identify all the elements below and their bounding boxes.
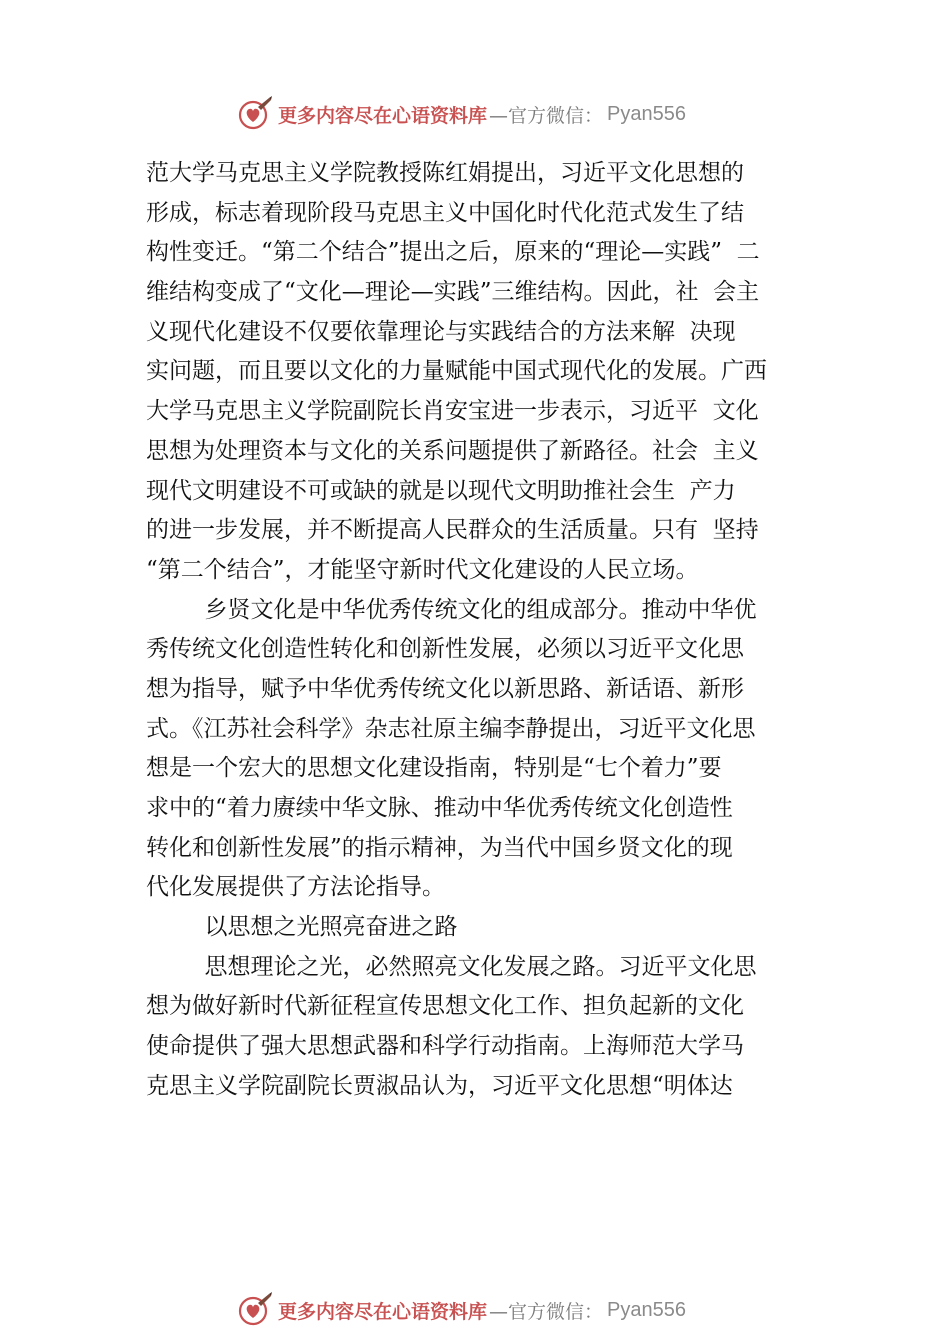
body-line: 的进一步发展，并不断提高人民群众的生活质量。只有 坚持 <box>146 517 759 544</box>
body-line: 乡贤文化是中华优秀传统文化的组成部分。推动中华优 <box>146 596 757 623</box>
body-line: 构性变迁。“第二个结合”提出之后，原来的“理论—实践” 二 <box>146 239 760 266</box>
body-line: 式。《江苏社会科学》杂志社原主编李静提出，习近平文化思 <box>146 715 756 742</box>
body-line: “第二个结合”，才能坚守新时代文化建设的人民立场。 <box>146 556 699 583</box>
body-line: 思想为处理资本与文化的关系问题提供了新路径。社会 主义 <box>146 437 759 464</box>
body-line: 实问题，而且要以文化的力量赋能中国式现代化的发展。广西 <box>146 358 767 385</box>
body-line: 想为做好新时代新征程宣传思想文化工作、担负起新的文化 <box>146 993 744 1020</box>
body-line: 秀传统文化创造性转化和创新性发展，必须以习近平文化思 <box>146 636 744 663</box>
watermark-title: 更多内容尽在心语资料库 <box>278 1300 488 1323</box>
body-line: 形成，标志着现阶段马克思主义中国化时代化范式发生了结 <box>146 199 744 226</box>
body-line: 转化和创新性发展”的指示精神，为当代中国乡贤文化的现 <box>146 834 733 861</box>
body-line: 使命提供了强大思想武器和科学行动指南。上海师范大学马 <box>146 1033 744 1060</box>
body-line: 大学马克思主义学院副院长肖安宝进一步表示，习近平 文化 <box>146 398 759 425</box>
section-heading: 以思想之光照亮奋进之路 <box>146 914 458 941</box>
heart-pen-logo-icon <box>236 1291 274 1329</box>
header-watermark <box>236 94 736 134</box>
watermark-handle: Pyan556 <box>607 1298 686 1321</box>
body-line: 范大学马克思主义学院教授陈红娟提出，习近平文化思想的 <box>146 160 744 186</box>
body-line: 克思主义学院副院长贾淑品认为，习近平文化思想“明体达 <box>146 1072 733 1099</box>
body-line: 维结构变成了“文化—理论—实践”三维结构。因此，社 会主 <box>146 279 760 306</box>
body-line: 现代文明建设不可或缺的就是以现代文明助推社会生 产力 <box>146 477 736 504</box>
document-body <box>146 154 836 1107</box>
watermark-title: 更多内容尽在心语资料库 <box>278 104 488 127</box>
body-line: 想为指导，赋予中华优秀传统文化以新思路、新话语、新形 <box>146 675 744 702</box>
body-line: 代化发展提供了方法论指导。 <box>146 874 445 901</box>
body-line: 求中的“着力赓续中华文脉、推动中华优秀传统文化创造性 <box>146 795 733 821</box>
body-line: 想是一个宏大的思想文化建设指南，特别是“七个着力”要 <box>146 755 722 782</box>
footer-watermark <box>236 1290 736 1330</box>
body-line: 义现代化建设不仅要依靠理论与实践结合的方法来解 决现 <box>146 318 736 345</box>
heart-pen-logo-icon <box>236 95 274 133</box>
watermark-handle: Pyan556 <box>607 102 686 125</box>
watermark-separator: —官方微信： <box>489 104 604 127</box>
watermark-separator: —官方微信： <box>489 1300 604 1323</box>
body-line: 思想理论之光，必然照亮文化发展之路。习近平文化思 <box>146 953 757 980</box>
